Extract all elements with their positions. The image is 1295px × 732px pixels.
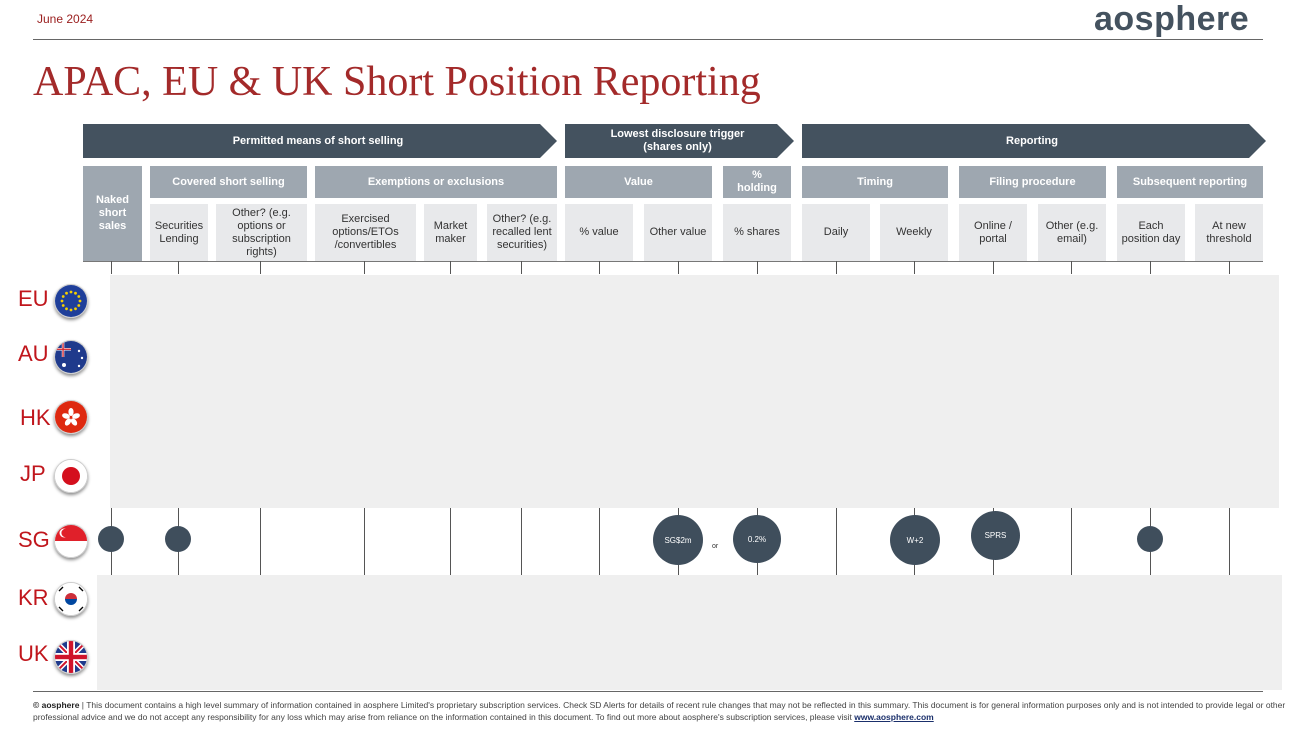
group-reporting: Reporting (1006, 134, 1058, 147)
kr-flag-icon (54, 582, 88, 616)
sg-row-line (599, 508, 600, 575)
tick (914, 261, 915, 274)
subheader-subsequent: Subsequent reporting (1117, 166, 1263, 198)
header-divider (33, 39, 1263, 40)
sg-weekly-dot: W+2 (890, 515, 940, 565)
footer-brand: © aosphere (33, 700, 80, 710)
subheader-timing: Timing (802, 166, 948, 198)
sg-row-line (260, 508, 261, 575)
col-daily: Daily (802, 204, 870, 261)
subheader-naked-short-sales (83, 166, 142, 261)
pct-holding-line2: holding (737, 182, 777, 194)
naked-line3: sales (98, 220, 127, 232)
sg-securities-lending-dot (165, 526, 191, 552)
col-weekly: Weekly (880, 204, 948, 261)
subheader-pct-holding (723, 166, 791, 198)
sg-pct-shares-dot: 0.2% (733, 515, 781, 563)
col-other-email (1038, 204, 1106, 261)
eu-flag-icon (54, 284, 88, 318)
tick (836, 261, 837, 274)
col-line: Lending (159, 232, 199, 245)
col-pct-value: % value (565, 204, 633, 261)
tick (178, 261, 179, 274)
tick (993, 261, 994, 274)
col-line: maker (435, 232, 466, 245)
footer-link[interactable]: www.aosphere.com (854, 712, 934, 722)
sg-flag-icon (54, 524, 88, 558)
sg-online-dot: SPRS (971, 511, 1020, 560)
col-market-maker (424, 204, 477, 261)
sg-naked-dot (98, 526, 124, 552)
col-line: Securities (154, 219, 204, 232)
group-permitted: Permitted means of short selling (232, 134, 404, 147)
col-line: subscription (232, 232, 291, 245)
col-line: threshold (1206, 232, 1252, 245)
col-line: Each (1138, 219, 1164, 232)
country-label-sg: SG (18, 527, 50, 552)
naked-line2: short (98, 207, 127, 219)
col-other-value: Other value (644, 204, 712, 261)
country-label-hk: HK (20, 405, 51, 430)
tick (1150, 261, 1151, 274)
group-trigger-line2: (shares only) (643, 141, 712, 153)
sg-other-value-dot: SG$2m (653, 515, 703, 565)
col-other-subscription (216, 204, 307, 261)
tick (260, 261, 261, 274)
col-line: Market (433, 219, 468, 232)
greyed-band-bottom (97, 575, 1282, 690)
col-online-portal (959, 204, 1027, 261)
au-flag-icon (54, 340, 88, 374)
col-line: email) (1057, 232, 1087, 245)
tick (111, 261, 112, 274)
sg-row-line (1229, 508, 1230, 575)
country-label-uk: UK (18, 641, 49, 666)
sg-row-line (1071, 508, 1072, 575)
tick (364, 261, 365, 274)
footer-text: | This document contains a high level summary of information contained in aosphere Limited's proprietary subscription services. Check SD Alerts for details of recent rule changes that may not be reflected in this summary. This document is for general information purposes only and is not intended to provide legal or other professional advice and we do not accept any responsibility for any loss which may arise from reliance on the information contained in this document. To find out more about aosphere's subscription services, please visit (33, 700, 1286, 722)
tick (757, 261, 758, 274)
col-line: Online / (974, 219, 1012, 232)
col-line: Exercised (341, 213, 390, 225)
naked-line1: Naked (95, 194, 130, 206)
country-label-eu: EU (18, 286, 49, 311)
country-label-jp: JP (20, 461, 46, 486)
sg-row-line (836, 508, 837, 575)
sg-row-line (364, 508, 365, 575)
col-line: securities) (496, 239, 548, 251)
subheader-filing: Filing procedure (959, 166, 1106, 198)
uk-flag-icon (54, 640, 88, 674)
subheader-covered: Covered short selling (150, 166, 307, 198)
greyed-band-top (110, 275, 1279, 508)
tick (450, 261, 451, 274)
col-line: Other (e.g. (1045, 219, 1099, 232)
col-line: /convertibles (334, 239, 397, 251)
col-pct-shares: % shares (723, 204, 791, 261)
group-trigger (565, 124, 790, 158)
col-each-position-day (1117, 204, 1185, 261)
group-trigger-line1: Lowest disclosure trigger (610, 128, 745, 140)
sg-each-position-day-dot (1137, 526, 1163, 552)
sg-row-line (450, 508, 451, 575)
tick (1229, 261, 1230, 274)
col-line: Other? (e.g. (232, 206, 291, 219)
report-date: June 2024 (37, 12, 94, 26)
jp-flag-icon (54, 459, 88, 493)
country-label-au: AU (18, 341, 49, 366)
col-line: rights) (246, 245, 277, 258)
pct-holding-line1: % (752, 169, 762, 181)
or-label: or (712, 543, 719, 550)
tick (1071, 261, 1072, 274)
col-line: recalled lent (492, 226, 552, 238)
footer-divider (33, 691, 1263, 692)
col-securities-lending (150, 204, 208, 261)
sg-row-line (521, 508, 522, 575)
col-line: options or (237, 219, 286, 232)
tick (678, 261, 679, 274)
col-line: At new (1212, 219, 1246, 232)
tick (521, 261, 522, 274)
footer-disclaimer (33, 699, 1288, 723)
subheader-value: Value (565, 166, 712, 198)
col-line: Other? (e.g. (492, 213, 552, 225)
aosphere-logo: aosphere (1094, 0, 1250, 38)
hk-flag-icon (54, 400, 88, 434)
col-line: options/ETOs (332, 226, 399, 238)
col-line: portal (979, 232, 1007, 245)
col-line: position day (1121, 232, 1181, 245)
col-other-recalled (487, 204, 557, 261)
col-exercised (315, 204, 416, 261)
subheader-exemptions: Exemptions or exclusions (315, 166, 557, 198)
tick (599, 261, 600, 274)
page-title: APAC, EU & UK Short Position Reporting (33, 59, 761, 105)
country-label-kr: KR (18, 585, 49, 610)
col-new-threshold (1195, 204, 1263, 261)
